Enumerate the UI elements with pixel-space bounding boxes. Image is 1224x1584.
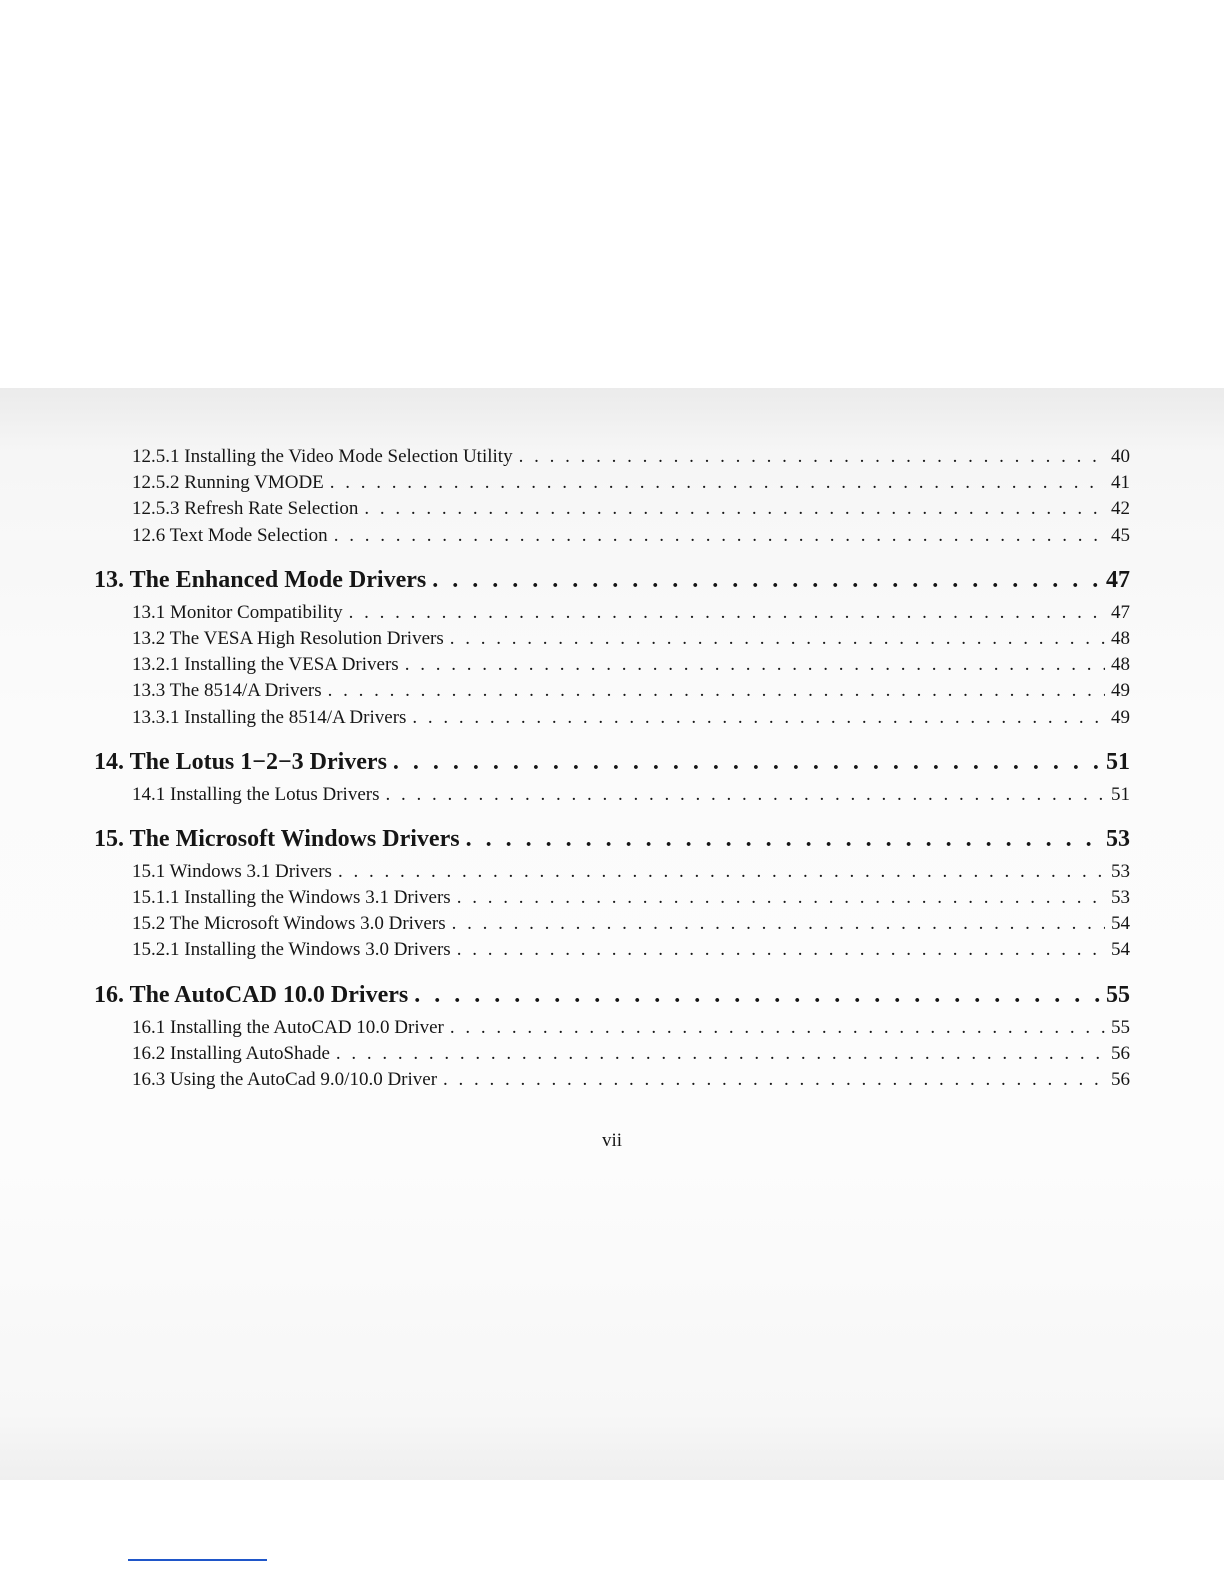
entry-label: 16.2 Installing AutoShade [132,1042,330,1064]
entry-page-number: 41 [1111,472,1130,494]
toc-chapter-heading [94,975,1130,1015]
entry-label: 16.1 Installing the AutoCAD 10.0 Driver [132,1016,444,1038]
entry-label: 15.1 Windows 3.1 Drivers [132,860,332,882]
entry-page-number: 40 [1111,446,1130,467]
toc-chapter-block [94,975,1130,1094]
entry-page-number: 51 [1111,783,1130,805]
entry-label: 15.1.1 Installing the Windows 3.1 Drivers [132,887,451,909]
dot-leader [405,652,1105,678]
dot-leader [328,678,1105,704]
entry-page-number: 54 [1111,939,1130,961]
toc-entry [94,782,1130,808]
entry-page-number: 54 [1111,913,1130,935]
heading-label: 14. The Lotus 1−2−3 Drivers [94,748,387,775]
heading-label: 13. The Enhanced Mode Drivers [94,566,427,593]
dot-leader [450,626,1105,652]
entry-page-number: 49 [1111,680,1130,702]
entry-label: 15.2.1 Installing the Windows 3.0 Drivers [132,939,451,961]
toc-entry [94,626,1130,652]
entry-label: 13.3.1 Installing the 8514/A Drivers [132,706,407,728]
toc-entry [94,937,1130,963]
entry-page-number: 42 [1111,498,1130,520]
toc-entry [94,470,1130,496]
entry-label: 13.2.1 Installing the VESA Drivers [132,654,399,676]
dot-leader [393,742,1100,782]
entry-label: 12.5.2 Running VMODE [132,472,324,494]
heading-label: 15. The Microsoft Windows Drivers [94,825,460,852]
toc-entry [94,444,1130,470]
dot-leader [364,496,1105,522]
entry-page-number: 56 [1111,1069,1130,1090]
toc-entry [94,652,1130,678]
entry-label: 12.5.3 Refresh Rate Selection [132,498,359,520]
entry-page-number: 47 [1111,601,1130,623]
toc-chapter-block [94,560,1130,731]
toc-entry [94,1015,1130,1041]
toc-chapter-block [94,742,1130,808]
toc-chapter-heading [94,742,1130,782]
dot-leader [443,1067,1105,1093]
toc-entry [94,859,1130,885]
dot-leader [519,444,1105,470]
dot-leader [330,470,1105,496]
entry-page-number: 49 [1111,706,1130,728]
footnote-rule [128,1559,267,1561]
toc-entry [94,496,1130,522]
toc-entry [94,678,1130,704]
entry-label: 14.1 Installing the Lotus Drivers [132,783,380,805]
entry-label: 12.6 Text Mode Selection [132,524,328,546]
dot-leader [432,560,1100,600]
dot-leader [412,705,1105,731]
dot-leader [334,523,1105,549]
entry-page-number: 53 [1111,887,1130,909]
heading-page-number: 53 [1106,825,1130,852]
toc-entry [94,523,1130,549]
page-number-folio: vii [601,1130,623,1151]
heading-label: 16. The AutoCAD 10.0 Drivers [94,981,409,1008]
toc-entry [94,1041,1130,1067]
entry-page-number: 53 [1111,860,1130,882]
toc-entry [94,911,1130,937]
dot-leader [386,782,1106,808]
entry-label: 16.3 Using the AutoCad 9.0/10.0 Driver [132,1069,438,1090]
entry-page-number: 45 [1111,524,1130,546]
dot-leader [338,859,1105,885]
entry-label: 13.3 The 8514/A Drivers [132,680,322,702]
heading-page-number: 47 [1106,566,1130,593]
heading-page-number: 51 [1106,748,1130,775]
entry-page-number: 55 [1111,1016,1130,1038]
toc-entry [94,600,1130,626]
dot-leader [457,885,1105,911]
entry-label: 12.5.1 Installing the Video Mode Selection Utility [132,446,513,467]
toc-chapter-heading [94,560,1130,600]
dot-leader [414,975,1100,1015]
heading-page-number: 55 [1106,981,1130,1008]
entry-page-number: 48 [1111,627,1130,649]
toc-chapter-heading [94,819,1130,859]
dot-leader [457,937,1105,963]
entry-page-number: 48 [1111,654,1130,676]
dot-leader [452,911,1105,937]
entry-label: 13.1 Monitor Compatibility [132,601,343,623]
toc-entry [94,705,1130,731]
entry-label: 15.2 The Microsoft Windows 3.0 Drivers [132,913,446,935]
dot-leader [466,819,1100,859]
table-of-contents [94,444,1130,1093]
toc-chapter-block [94,444,1130,549]
toc-entry [94,885,1130,911]
dot-leader [450,1015,1105,1041]
toc-entry [94,1067,1130,1093]
toc-chapter-block [94,819,1130,964]
entry-page-number: 56 [1111,1042,1130,1064]
dot-leader [336,1041,1105,1067]
entry-label: 13.2 The VESA High Resolution Drivers [132,627,444,649]
dot-leader [349,600,1105,626]
